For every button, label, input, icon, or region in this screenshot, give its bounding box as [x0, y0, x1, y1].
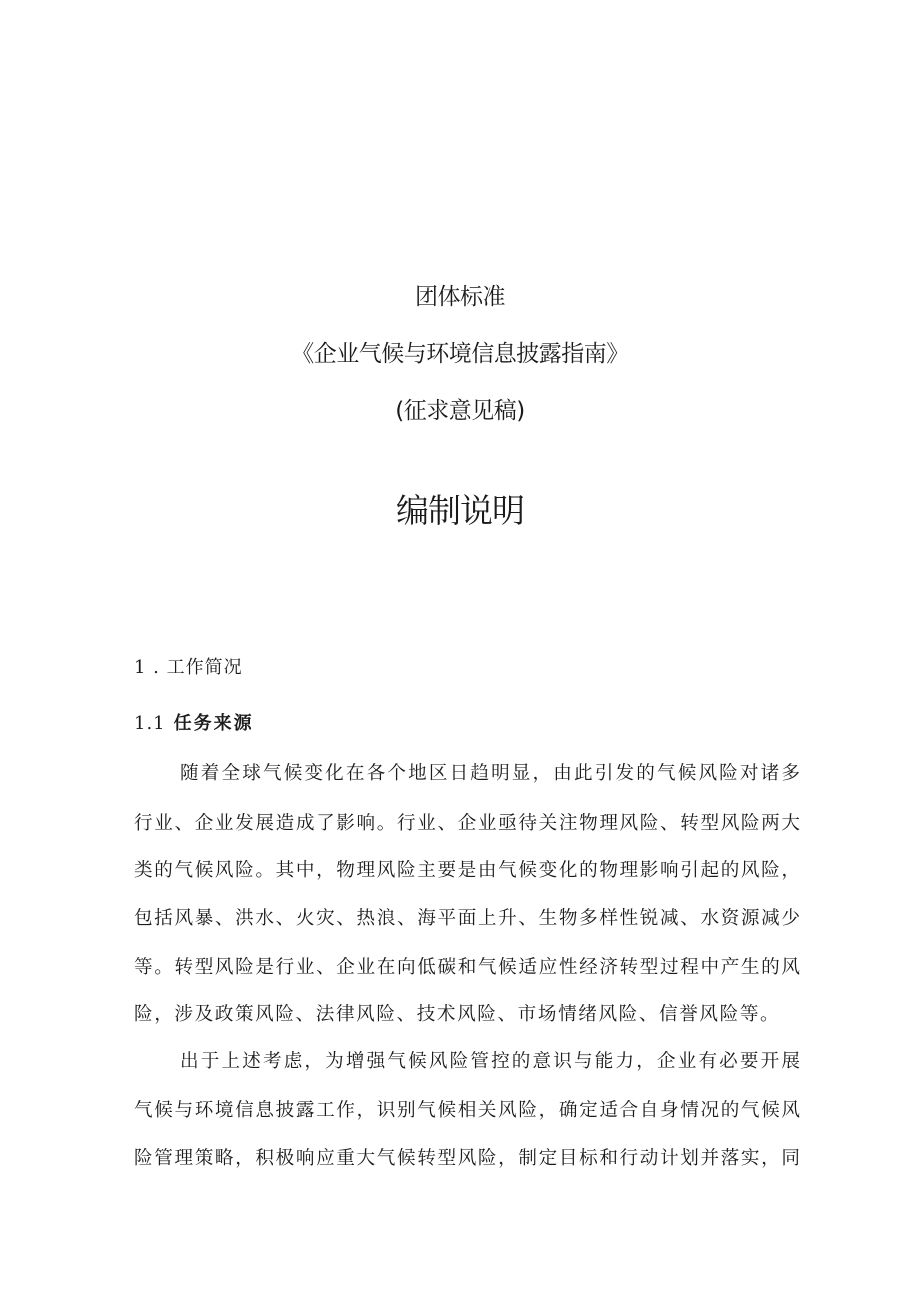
section-1-1-title: 任务来源	[173, 713, 254, 734]
paragraph-1-line-5: 等。转型风险是行业、企业在向低碳和气候适应性经济转型过程中产生的风	[134, 957, 800, 978]
paragraph-1-line-3: 类的气候风险。其中，物理风险主要是由气候变化的物理影响引起的风险，	[134, 860, 800, 881]
standard-name-title: 《企业气候与环境信息披露指南》	[291, 341, 629, 367]
paragraph-1-line-6: 险，涉及政策风险、法律风险、技术风险、市场情绪风险、信誉风险等。	[134, 1004, 781, 1025]
paragraph-1-line-4: 包括风暴、洪水、火灾、热浪、海平面上升、生物多样性锐减、水资源减少	[134, 908, 800, 929]
paragraph-1-line-1: 随着全球气候变化在各个地区日趋明显，由此引发的气候风险对诸多	[180, 763, 800, 784]
paragraph-2-line-1: 出于上述考虑，为增强气候风险管控的意识与能力，企业有必要开展	[180, 1051, 800, 1072]
main-title: 编制说明	[396, 491, 524, 530]
section-1-1-heading	[134, 711, 254, 737]
doc-type-title: 团体标准	[415, 284, 505, 310]
paragraph-1-line-2: 行业、企业发展造成了影响。行业、企业亟待关注物理风险、转型风险两大	[134, 813, 800, 834]
paragraph-2-line-3: 险管理策略，积极响应重大气候转型风险，制定目标和行动计划并落实，同	[134, 1148, 800, 1169]
section-1-1-number: 1.1	[134, 713, 166, 734]
draft-status-title: (征求意见稿)	[395, 398, 525, 424]
section-1-heading: 1 . 工作简况	[134, 657, 243, 678]
paragraph-2-line-2: 气候与环境信息披露工作，识别气候相关风险，确定适合自身情况的气候风	[134, 1100, 800, 1121]
